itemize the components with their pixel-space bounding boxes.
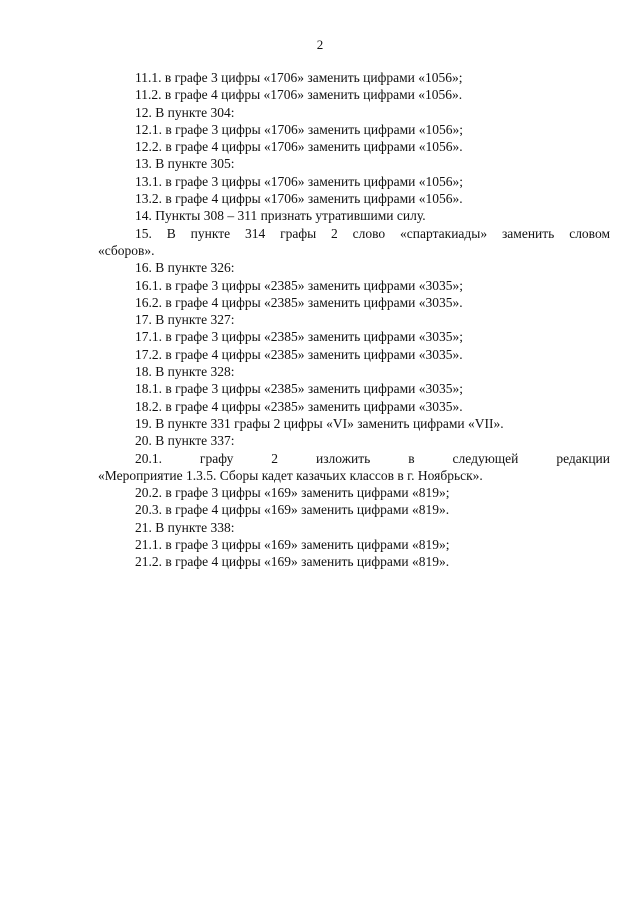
paragraph-21-2: 21.2. в графе 4 цифры «169» заменить цифрами «819». — [135, 554, 450, 570]
paragraph-11-2: 11.2. в графе 4 цифры «1706» заменить цифрами «1056». — [135, 87, 463, 103]
paragraph-16-1: 16.1. в графе 3 цифры «2385» заменить цифрами «3035»; — [135, 277, 463, 293]
paragraph-13: 13. В пункте 305: — [135, 156, 235, 172]
paragraph-17-1: 17.1. в графе 3 цифры «2385» заменить цифрами «3035»; — [135, 329, 463, 345]
paragraph-12-1: 12.1. в графе 3 цифры «1706» заменить цифрами «1056»; — [135, 121, 463, 137]
paragraph-12-2: 12.2. в графе 4 цифры «1706» заменить цифрами «1056». — [135, 139, 463, 155]
document-body — [98, 69, 610, 571]
paragraph-13-2: 13.2. в графе 4 цифры «1706» заменить цифрами «1056». — [135, 191, 463, 207]
paragraph-21-1: 21.1. в графе 3 цифры «169» заменить цифрами «819»; — [135, 537, 450, 553]
paragraph-16-2: 16.2. в графе 4 цифры «2385» заменить цифрами «3035». — [135, 294, 463, 310]
paragraph-13-1: 13.1. в графе 3 цифры «1706» заменить цифрами «1056»; — [135, 173, 463, 189]
paragraph-18: 18. В пункте 328: — [135, 364, 235, 380]
page-number: 2 — [316, 37, 324, 52]
paragraph-20-3: 20.3. в графе 4 цифры «169» заменить цифрами «819». — [135, 502, 450, 518]
paragraph-17: 17. В пункте 327: — [135, 312, 235, 328]
paragraph-20-1: 20.1. графу 2 изложить в следующей редакции — [135, 450, 610, 466]
paragraph-16: 16. В пункте 326: — [135, 260, 235, 276]
paragraph-20: 20. В пункте 337: — [135, 433, 235, 449]
paragraph-18-1: 18.1. в графе 3 цифры «2385» заменить цифрами «3035»; — [135, 381, 463, 397]
paragraph-14: 14. Пункты 308 – 311 признать утратившими силу. — [135, 208, 426, 224]
paragraph-11-1: 11.1. в графе 3 цифры «1706» заменить цифрами «1056»; — [135, 70, 463, 85]
paragraph-21: 21. В пункте 338: — [135, 519, 235, 535]
paragraph-12: 12. В пункте 304: — [135, 104, 235, 120]
paragraph-15: 15. В пункте 314 графы 2 слово «спартакиады» заменить словом — [135, 225, 610, 241]
paragraph-15-continuation: «сборов». — [98, 242, 155, 258]
paragraph-20-1-continuation: «Мероприятие 1.3.5. Сборы кадет казачьих классов в г. Ноябрьск». — [98, 467, 483, 483]
paragraph-17-2: 17.2. в графе 4 цифры «2385» заменить цифрами «3035». — [135, 346, 463, 362]
paragraph-18-2: 18.2. в графе 4 цифры «2385» заменить цифрами «3035». — [135, 398, 463, 414]
paragraph-19: 19. В пункте 331 графы 2 цифры «VI» заменить цифрами «VII». — [135, 415, 504, 431]
paragraph-20-2: 20.2. в графе 3 цифры «169» заменить цифрами «819»; — [135, 485, 450, 501]
